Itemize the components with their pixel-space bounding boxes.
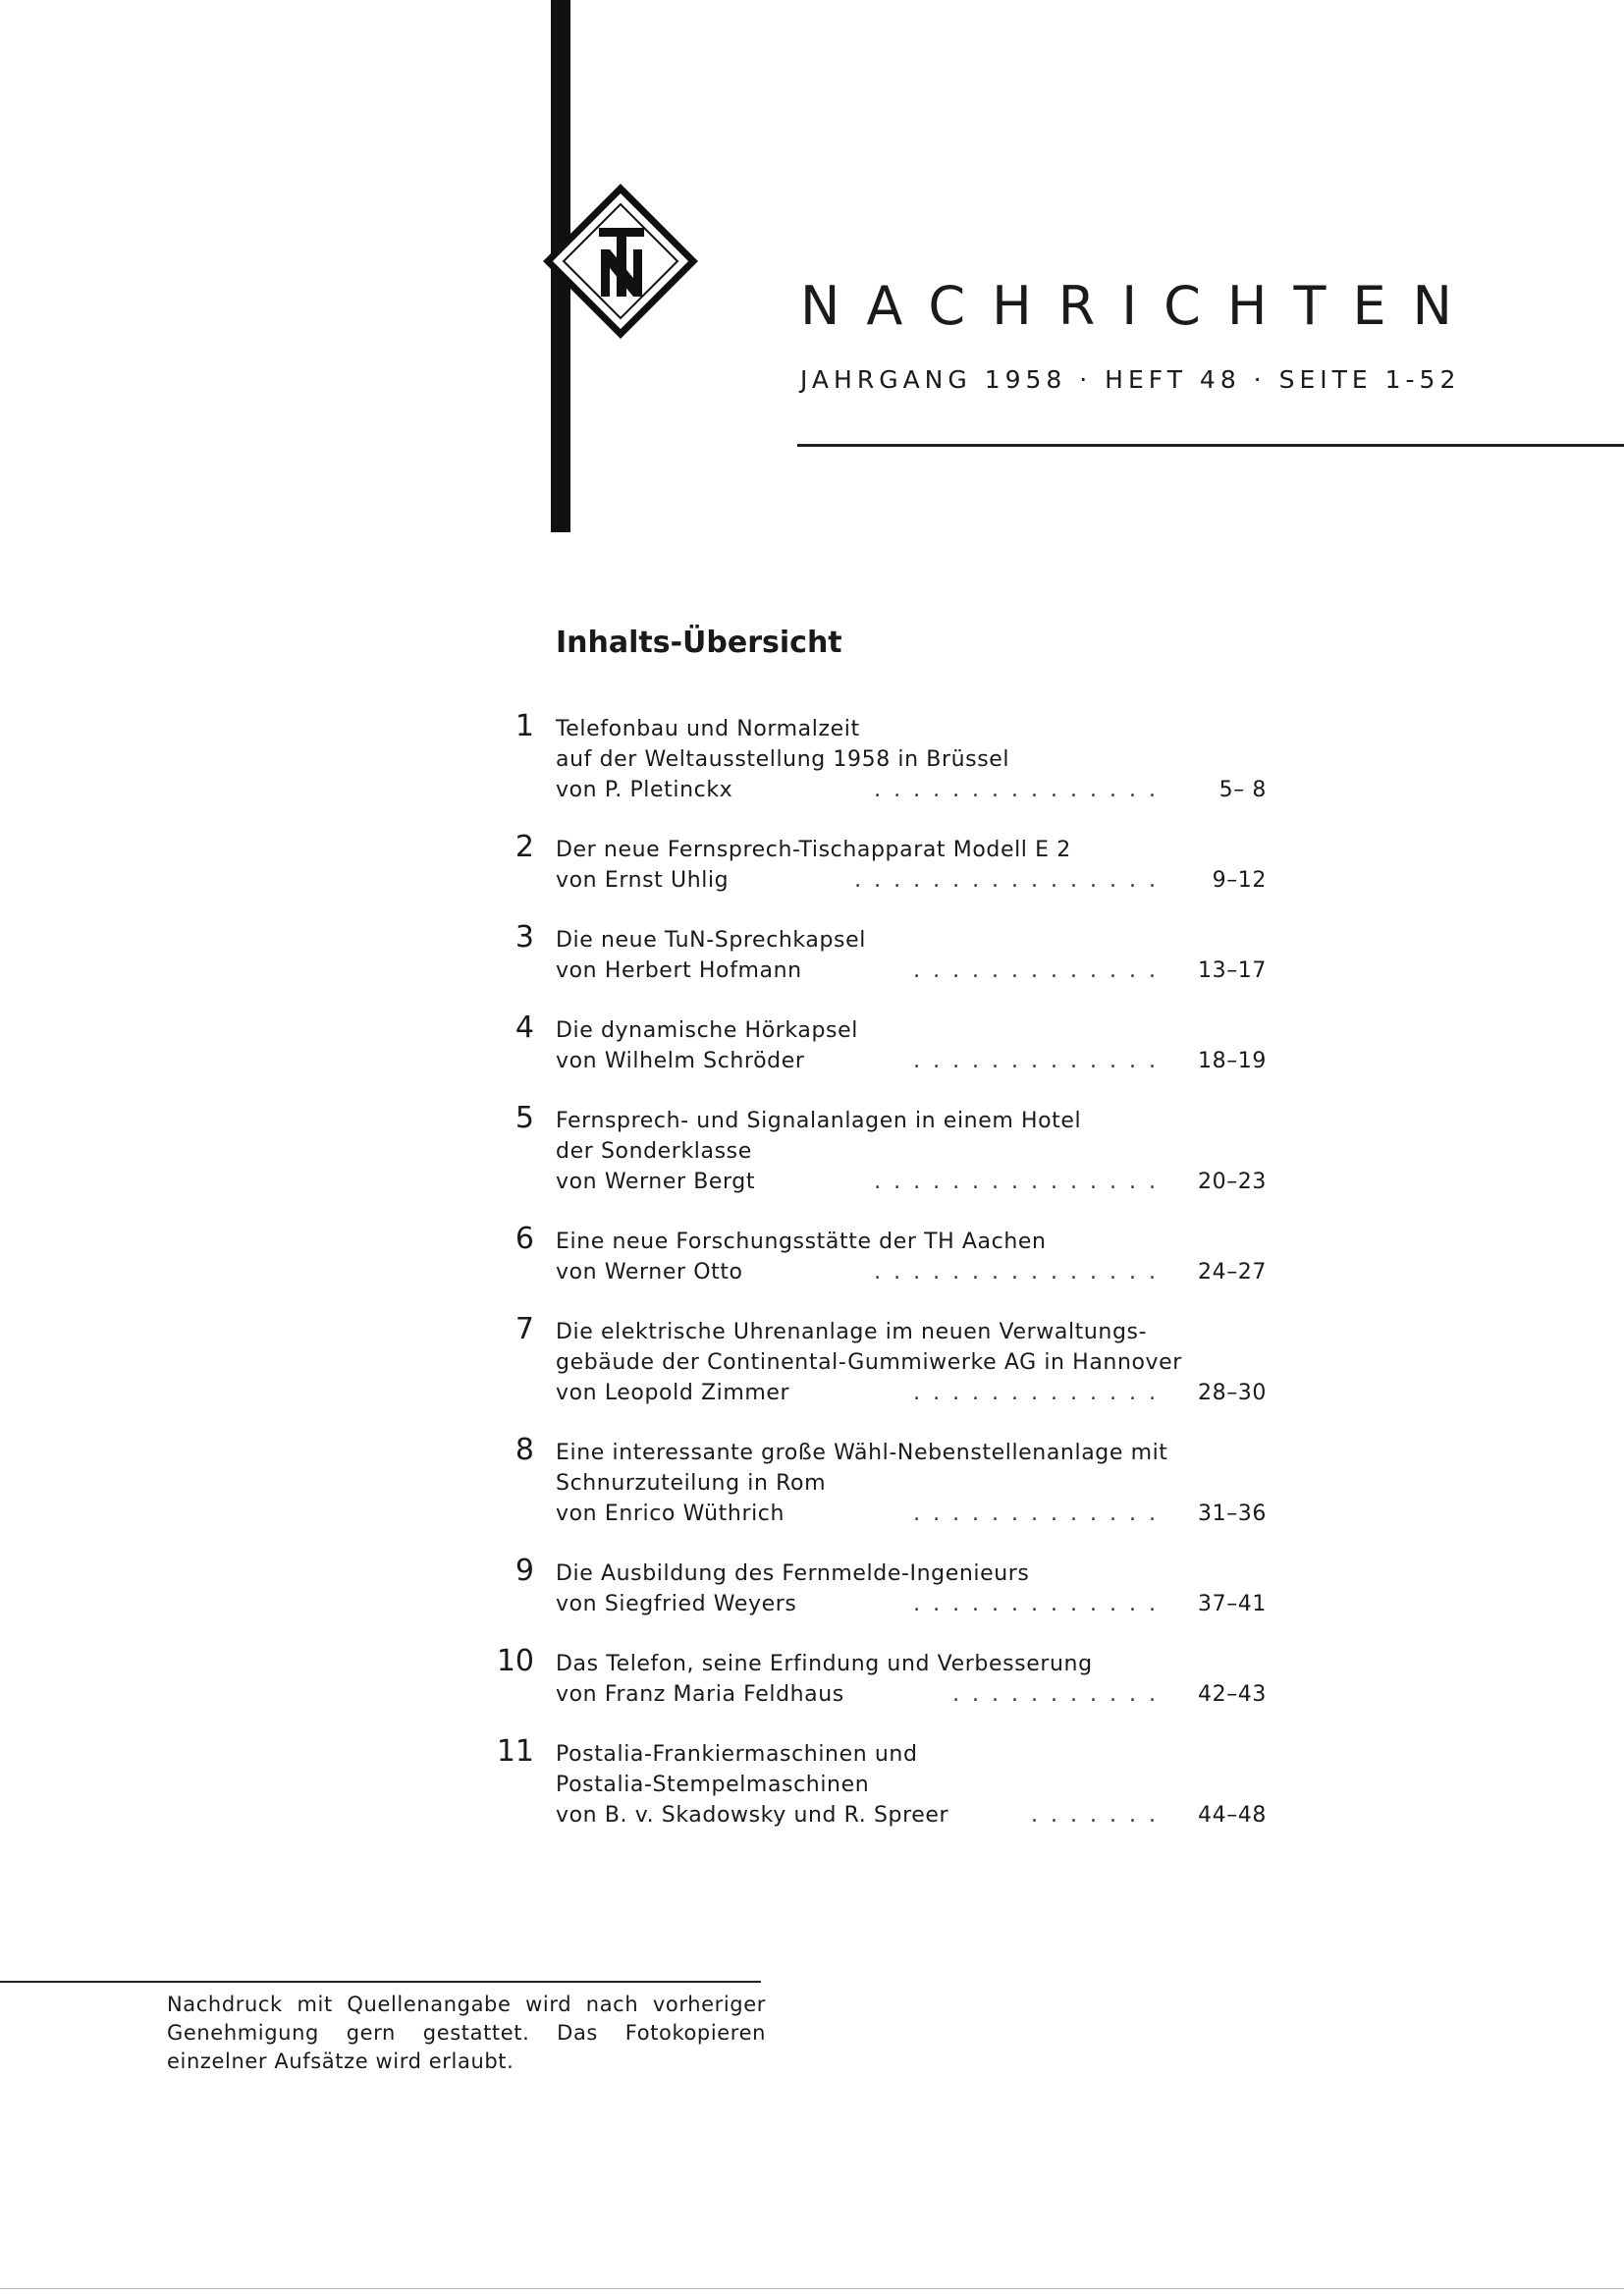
toc-entry-title-line: Fernsprech- und Signalanlagen in einem Hotel (556, 1109, 1082, 1133)
toc-entry-author-line (556, 1167, 1267, 1197)
toc-entry (491, 1222, 1267, 1287)
toc-dot-leader: ............. (913, 1049, 1168, 1073)
toc-entry-text (556, 714, 1267, 805)
toc-entry-author-line (556, 956, 1267, 986)
toc-entry-author: von Ernst Uhlig (556, 868, 730, 893)
toc-entry-pages: 9–12 (1212, 868, 1267, 893)
toc-entry-author-line (556, 1378, 1267, 1408)
footnote-divider (0, 1981, 761, 1983)
toc-dot-leader: ........... (952, 1682, 1168, 1707)
toc-dot-leader: ................ (854, 868, 1168, 893)
journal-title: NACHRICHTEN (800, 275, 1479, 337)
toc-entry-text (556, 1739, 1267, 1831)
toc-entry (491, 1644, 1267, 1710)
toc-entry-text (556, 835, 1267, 896)
toc-entry-pages: 5– 8 (1218, 778, 1267, 802)
toc-entry-author: von Leopold Zimmer (556, 1381, 790, 1405)
toc-entry-author-line (556, 1800, 1267, 1831)
toc-entry-text (556, 925, 1267, 986)
toc-entry-author: von Siegfried Weyers (556, 1592, 797, 1616)
toc-entry-title-line: Die neue TuN-Sprechkapsel (556, 928, 866, 953)
toc-entry-pages: 42–43 (1198, 1682, 1267, 1707)
toc-entry-author: von Enrico Wüthrich (556, 1502, 785, 1526)
toc-entry-title-line: Das Telefon, seine Erfindung und Verbesserung (556, 1652, 1093, 1676)
toc-entry (491, 1554, 1267, 1619)
toc-entry-number: 1 (514, 709, 534, 743)
toc-entry-author: von B. v. Skadowsky und R. Spreer (556, 1803, 949, 1828)
table-of-contents (491, 709, 1267, 1860)
toc-entry-author: von Wilhelm Schröder (556, 1049, 805, 1073)
page-bottom-edge (0, 2288, 1624, 2289)
toc-entry-number: 5 (514, 1101, 534, 1135)
toc-entry-number: 3 (514, 920, 534, 955)
toc-dot-leader: ............... (874, 778, 1168, 802)
toc-entry (491, 830, 1267, 896)
toc-entry-text (556, 1558, 1267, 1619)
toc-entry-author-line (556, 1257, 1267, 1287)
toc-entry-author: von Franz Maria Feldhaus (556, 1682, 844, 1707)
toc-entry (491, 1312, 1267, 1408)
toc-entry-pages: 28–30 (1198, 1381, 1267, 1405)
toc-entry-pages: 31–36 (1198, 1502, 1267, 1526)
toc-entry-author-line (556, 1679, 1267, 1710)
toc-entry (491, 1734, 1267, 1831)
toc-entry-number: 6 (514, 1222, 534, 1256)
toc-entry (491, 1101, 1267, 1197)
toc-entry-pages: 44–48 (1198, 1803, 1267, 1828)
toc-entry (491, 1433, 1267, 1529)
toc-entry-pages: 37–41 (1198, 1592, 1267, 1616)
toc-entry-text (556, 1317, 1267, 1408)
toc-entry-title-line: Postalia-Frankiermaschinen und (556, 1742, 918, 1767)
toc-entry-title-line: Die dynamische Hörkapsel (556, 1018, 858, 1043)
toc-entry-author: von Werner Otto (556, 1260, 743, 1285)
toc-entry-author-line (556, 775, 1267, 805)
toc-entry-number: 10 (496, 1644, 534, 1678)
toc-entry-text (556, 1106, 1267, 1197)
toc-entry-author-line (556, 1046, 1267, 1076)
toc-entry-number: 9 (514, 1554, 534, 1588)
toc-entry (491, 920, 1267, 986)
toc-dot-leader: ............... (874, 1170, 1168, 1194)
toc-entry-pages: 13–17 (1198, 958, 1267, 983)
toc-entry-number: 8 (514, 1433, 534, 1467)
toc-entry-number: 2 (514, 830, 534, 864)
toc-entry-author: von P. Pletinckx (556, 778, 733, 802)
toc-entry-title-line: Eine neue Forschungsstätte der TH Aachen (556, 1230, 1047, 1254)
toc-entry-title-line: Telefonbau und Normalzeit (556, 717, 860, 741)
toc-entry-text (556, 1438, 1267, 1529)
masthead-divider (797, 444, 1624, 447)
toc-dot-leader: ............. (913, 1381, 1168, 1405)
reprint-notice: Nachdruck mit Quellenangabe wird nach vorheriger Genehmigung gern gestattet. Das Fotokopieren einzelner Aufsätze wird erlaubt. (167, 1993, 766, 2073)
tn-logo-icon (538, 179, 703, 344)
toc-entry-text (556, 1649, 1267, 1710)
toc-entry-text (556, 1227, 1267, 1287)
toc-entry-author-line (556, 1589, 1267, 1619)
toc-entry-title-line: Die Ausbildung des Fernmelde-Ingenieurs (556, 1561, 1030, 1586)
toc-dot-leader: ............. (913, 1592, 1168, 1616)
toc-entry (491, 1011, 1267, 1076)
toc-entry-pages: 24–27 (1198, 1260, 1267, 1285)
toc-entry-text (556, 1015, 1267, 1076)
toc-entry-title-line: auf der Weltausstellung 1958 in Brüssel (556, 747, 1010, 772)
toc-entry-title-line: Die elektrische Uhrenanlage im neuen Verwaltungs- (556, 1320, 1148, 1344)
toc-entry-title-line: Schnurzuteilung in Rom (556, 1471, 827, 1496)
toc-entry-number: 7 (514, 1312, 534, 1346)
toc-dot-leader: ............. (913, 1502, 1168, 1526)
toc-entry-pages: 18–19 (1198, 1049, 1267, 1073)
toc-dot-leader: ............. (913, 958, 1168, 983)
toc-entry-number: 11 (496, 1734, 534, 1769)
toc-entry (491, 709, 1267, 805)
toc-entry-title-line: der Sonderklasse (556, 1139, 752, 1164)
toc-entry-author: von Herbert Hofmann (556, 958, 802, 983)
toc-entry-title-line: Der neue Fernsprech-Tischapparat Modell E 2 (556, 838, 1071, 862)
toc-entry-number: 4 (514, 1011, 534, 1045)
toc-entry-author-line (556, 1499, 1267, 1529)
toc-entry-title-line: Postalia-Stempelmaschinen (556, 1773, 870, 1797)
toc-entry-author: von Werner Bergt (556, 1170, 756, 1194)
toc-entry-title-line: gebäude der Continental-Gummiwerke AG in Hannover (556, 1350, 1182, 1375)
toc-entry-title-line: Eine interessante große Wähl-Nebenstellenanlage mit (556, 1441, 1168, 1465)
toc-entry-pages: 20–23 (1198, 1170, 1267, 1194)
toc-heading: Inhalts-Übersicht (556, 626, 842, 660)
toc-dot-leader: ............... (874, 1260, 1168, 1285)
toc-dot-leader: ....... (1031, 1803, 1168, 1828)
toc-entry-author-line (556, 865, 1267, 896)
issue-info: JAHRGANG 1958 · HEFT 48 · SEITE 1-52 (800, 365, 1461, 394)
